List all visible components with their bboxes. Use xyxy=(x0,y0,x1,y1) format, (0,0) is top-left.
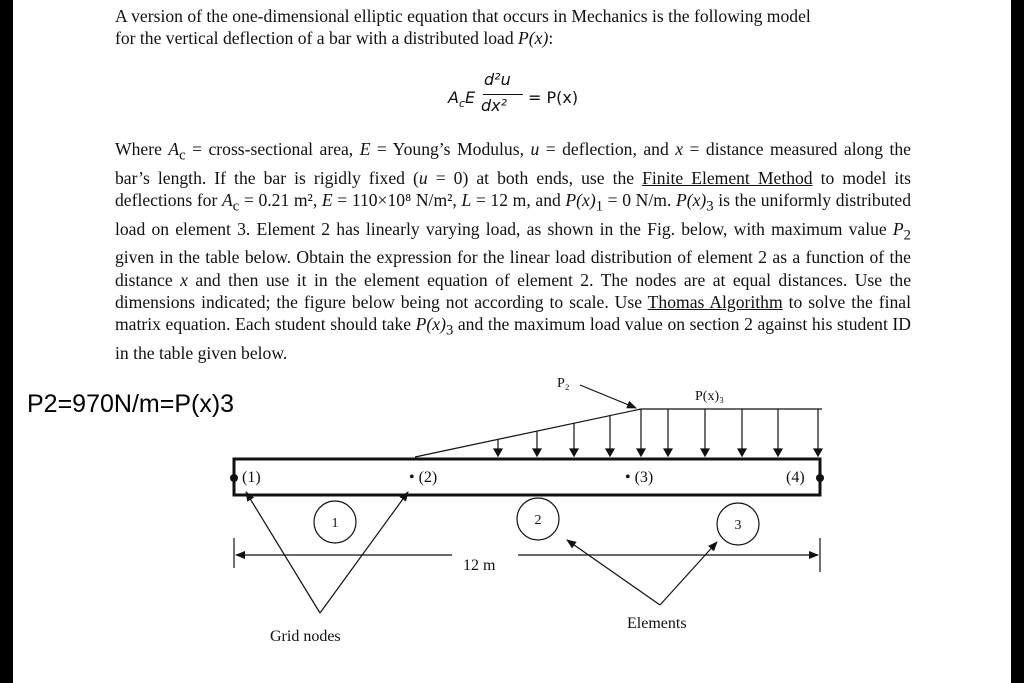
p2-label: P₂ xyxy=(557,376,570,391)
bar-body xyxy=(234,459,820,495)
node-1-dot xyxy=(230,474,238,482)
p2-pointer-arrow xyxy=(580,385,636,408)
element-pointer-left xyxy=(567,540,660,605)
element-label-3: 3 xyxy=(734,518,742,533)
elements-label: Elements xyxy=(627,615,687,632)
node-4-dot xyxy=(816,474,824,482)
element-label-1: 1 xyxy=(331,516,339,531)
node-label-2: • (2) xyxy=(409,469,438,486)
element-pointer-right xyxy=(660,542,717,605)
thomas-algorithm-text: Thomas Algorithm xyxy=(647,291,783,312)
grid-node-pointer-left xyxy=(246,492,320,613)
fem-link-text: Finite Element Method xyxy=(642,167,813,188)
node-label-4: (4) xyxy=(786,469,805,486)
length-label: 12 m xyxy=(463,557,496,574)
node-label-3: • (3) xyxy=(625,469,654,486)
equation-numerator: d²u xyxy=(484,70,511,89)
px3-label: P(x)₃ xyxy=(695,389,724,404)
equation-lhs: $A_cE$ xyxy=(448,88,476,111)
node-label-1: (1) xyxy=(242,469,261,486)
element-label-2: 2 xyxy=(534,513,542,528)
handwritten-answer-note: P2=970N/m=P(x)3 xyxy=(27,390,235,418)
uniform-load-arrows xyxy=(637,409,822,456)
grid-nodes-label: Grid nodes xyxy=(270,628,341,645)
equation-denominator: dx² xyxy=(481,96,508,115)
equation-rhs: = P(x) xyxy=(528,88,579,107)
intro-paragraph: A version of the one-dimensional elliptic equation that occurs in Mechanics is the following model for the vertical deflection of a bar with a distributed load P(x): xyxy=(115,6,811,49)
problem-paragraph: Where $A_c$ = cross-sectional area, E = Young’s Modulus, u = deflection, and x = distance measured along the bar’s length. If the bar is rigidly fixed (u = 0) at both ends, use the Finite Element Method to model its deflections for $A_c = 0.21$ m², E = 110×10⁸ N/m², L = 12 m, and $P(x)_1 = 0$ N/m. $P(x)_3$ is the uniformly distributed load on element 3. Element 2 has linearly varying load, as shown in the Fig. below, with maximum value $P_2$ given in the table below. Obtain the expression for the linear load distribution of element 2 as a function of the distance x and then use it in the element equation of element 2. The nodes are at equal distances. Use the dimensions indicated; the figure below being not according to scale. Use Thomas Algorithm to solve the final matrix equation. Each student should take $P(x)_3$ and the maximum load value on section 2 against his student ID in the table given below. xyxy=(115,139,911,363)
